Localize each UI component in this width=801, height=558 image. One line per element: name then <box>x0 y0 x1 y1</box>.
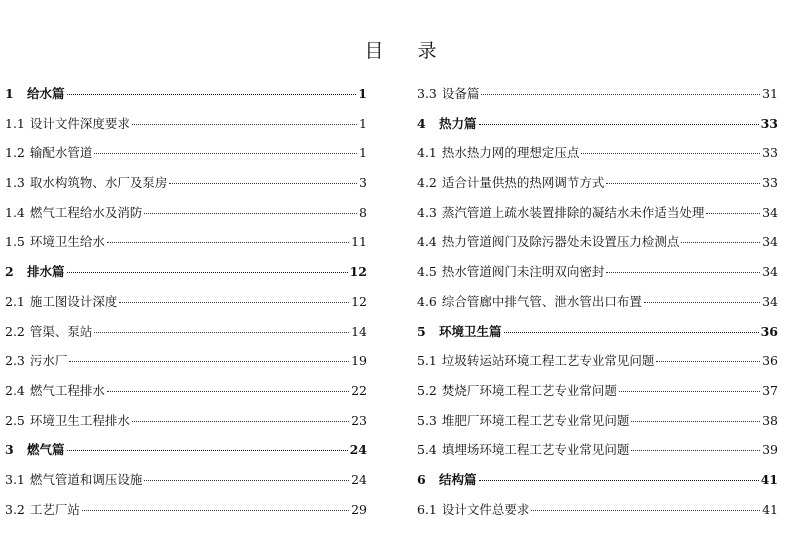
toc-entry[interactable] <box>417 143 778 173</box>
toc-entry[interactable] <box>5 322 367 352</box>
toc-entry-page: 34 <box>762 234 778 250</box>
dot-leader <box>631 450 760 451</box>
toc-entry-title: 综合管廊中排气管、泄水管出口布置 <box>441 293 642 309</box>
toc-entry[interactable] <box>417 84 778 114</box>
toc-entry[interactable] <box>5 500 367 530</box>
toc-entry-page: 34 <box>762 204 778 220</box>
toc-entry-title: 工艺厂站 <box>29 501 80 517</box>
toc-entry-number: 3 <box>5 442 14 458</box>
toc-entry-title: 堆肥厂环境工程工艺专业常见问题 <box>441 412 630 428</box>
dot-leader <box>119 302 349 303</box>
toc-entry[interactable] <box>5 114 367 144</box>
toc-entry-title: 污水厂 <box>29 353 68 369</box>
toc-entry-title: 管渠、泵站 <box>29 323 93 339</box>
toc-entry-page: 1 <box>359 115 367 131</box>
toc-entry-page: 34 <box>762 264 778 280</box>
dot-leader <box>94 332 349 333</box>
dot-leader <box>144 213 357 214</box>
toc-entry-title: 热力管道阀门及除污器处未设置压力检测点 <box>441 234 680 250</box>
dot-leader <box>619 391 760 392</box>
dot-leader <box>169 183 357 184</box>
toc-entry-number: 2.1 <box>5 293 25 309</box>
toc-entry-page: 22 <box>351 382 367 398</box>
toc-entry[interactable] <box>417 173 778 203</box>
toc-entry[interactable] <box>5 173 367 203</box>
toc-entry-number: 4.1 <box>417 145 437 161</box>
toc-entry-title: 给水篇 <box>27 86 65 101</box>
toc-entry-page: 23 <box>351 412 367 428</box>
toc-entry-title: 排水篇 <box>27 264 65 280</box>
toc-entry-page: 33 <box>762 175 778 191</box>
toc-entry-number: 1.2 <box>5 145 25 161</box>
toc-entry-title: 热水热力网的理想定压点 <box>441 145 580 161</box>
toc-entry-title: 环境卫生篇 <box>439 323 502 339</box>
toc-entry-page: 1 <box>359 145 367 161</box>
toc-entry-page: 1 <box>358 86 367 101</box>
dot-leader <box>606 183 760 184</box>
toc-entry-number: 1.3 <box>5 175 25 191</box>
toc-entry-page: 33 <box>760 115 778 131</box>
toc-entry-number: 1.5 <box>5 234 25 250</box>
toc-right-column <box>417 84 778 529</box>
toc-entry-title: 垃圾转运站环境工程工艺专业常见问题 <box>441 353 655 369</box>
toc-entry-number: 5.1 <box>417 353 437 369</box>
dot-leader <box>531 510 760 511</box>
toc-entry-page: 3 <box>359 175 367 191</box>
toc-entry-title: 环境卫生给水 <box>29 234 105 250</box>
dot-leader <box>481 94 760 95</box>
toc-entry-title: 设备篇 <box>441 86 480 101</box>
dot-leader <box>67 450 348 451</box>
toc-entry[interactable] <box>417 381 778 411</box>
toc-entry[interactable] <box>5 232 367 262</box>
dot-leader <box>479 480 759 481</box>
toc-section-entry[interactable] <box>5 84 367 114</box>
toc-entry-number: 5 <box>417 323 426 339</box>
toc-entry-number: 4.2 <box>417 175 437 191</box>
toc-entry[interactable] <box>417 351 778 381</box>
toc-entry-number: 5.3 <box>417 412 437 428</box>
toc-entry-page: 34 <box>762 293 778 309</box>
toc-entry-title: 蒸汽管道上疏水装置排除的凝结水未作适当处理 <box>441 204 705 220</box>
dot-leader <box>132 421 349 422</box>
toc-entry-number: 2.3 <box>5 353 25 369</box>
toc-entry-title: 适合计量供热的热网调节方式 <box>441 175 605 191</box>
toc-entry-page: 31 <box>762 86 778 101</box>
toc-entry[interactable] <box>417 203 778 233</box>
toc-entry-number: 5.2 <box>417 382 437 398</box>
toc-section-entry[interactable] <box>5 440 367 470</box>
toc-entry-number: 1.1 <box>5 115 25 131</box>
toc-entry-page: 36 <box>760 323 778 339</box>
dot-leader <box>69 361 349 362</box>
toc-entry-page: 39 <box>762 442 778 458</box>
dot-leader <box>94 153 357 154</box>
toc-entry-page: 24 <box>349 442 367 458</box>
toc-entry-number: 3.2 <box>5 501 25 517</box>
toc-entry[interactable] <box>5 203 367 233</box>
toc-entry-number: 4.5 <box>417 264 437 280</box>
dot-leader <box>107 242 349 243</box>
dot-leader <box>132 124 357 125</box>
toc-section-entry[interactable] <box>417 114 778 144</box>
toc-entry-title: 燃气工程排水 <box>29 382 105 398</box>
toc-entry-title: 填埋场环境工程工艺专业常见问题 <box>441 442 630 458</box>
toc-entry-number: 5.4 <box>417 442 437 458</box>
dot-leader <box>656 361 760 362</box>
toc-entry[interactable] <box>417 262 778 292</box>
toc-entry-page: 36 <box>762 353 778 369</box>
toc-entry-number: 4.3 <box>417 204 437 220</box>
toc-entry-number: 4.6 <box>417 293 437 309</box>
toc-entry-page: 24 <box>351 471 367 487</box>
page-title: 目 录 <box>364 40 451 62</box>
toc-entry-page: 12 <box>349 264 367 280</box>
dot-leader <box>644 302 760 303</box>
toc-entry-number: 4.4 <box>417 234 437 250</box>
toc-entry-page: 33 <box>762 145 778 161</box>
toc-entry-title: 热水管道阀门未注明双向密封 <box>441 264 605 280</box>
toc-entry-page: 41 <box>760 471 778 487</box>
toc-entry[interactable] <box>417 411 778 441</box>
toc-entry-page: 11 <box>351 234 367 250</box>
toc-section-entry[interactable] <box>417 470 778 500</box>
dot-leader <box>631 421 760 422</box>
dot-leader <box>82 510 349 511</box>
toc-entry-number: 2.5 <box>5 412 25 428</box>
toc-entry-number: 2 <box>5 264 14 280</box>
dot-leader <box>504 332 759 333</box>
toc-entry-title: 焚烧厂环境工程工艺专业常问题 <box>441 382 617 398</box>
toc-entry-title: 热力篇 <box>439 115 477 131</box>
toc-entry[interactable] <box>5 381 367 411</box>
toc-entry-number: 2.4 <box>5 382 25 398</box>
toc-entry[interactable] <box>5 351 367 381</box>
toc-entry-page: 19 <box>351 353 367 369</box>
toc-entry-title: 输配水管道 <box>29 145 93 161</box>
toc-entry-title: 燃气篇 <box>27 442 65 458</box>
toc-entry-page: 38 <box>762 412 778 428</box>
dot-leader <box>706 213 760 214</box>
dot-leader <box>606 272 760 273</box>
toc-entry[interactable] <box>417 292 778 322</box>
toc-entry-title: 取水构筑物、水厂及泵房 <box>29 175 168 191</box>
toc-entry-page: 12 <box>351 293 367 309</box>
toc-entry-title: 燃气工程给水及消防 <box>29 204 143 220</box>
toc-entry-number: 6 <box>417 471 426 487</box>
dot-leader <box>67 94 357 95</box>
toc-entry-number: 2.2 <box>5 323 25 339</box>
toc-entry-title: 结构篇 <box>439 471 477 487</box>
toc-left-column <box>5 84 367 529</box>
toc-entry-number: 4 <box>417 115 426 131</box>
toc-entry-number: 1 <box>5 86 14 101</box>
dot-leader <box>107 391 349 392</box>
toc-entry-page: 14 <box>351 323 367 339</box>
dot-leader <box>144 480 349 481</box>
toc-section-entry[interactable] <box>417 322 778 352</box>
dot-leader <box>479 124 759 125</box>
toc-entry[interactable] <box>417 440 778 470</box>
toc-entry-title: 施工图设计深度 <box>29 293 118 309</box>
toc-entry[interactable] <box>5 470 367 500</box>
toc-entry[interactable] <box>5 292 367 322</box>
toc-entry-number: 1.4 <box>5 204 25 220</box>
toc-entry-page: 37 <box>762 382 778 398</box>
toc-entry[interactable] <box>417 500 778 530</box>
toc-section-entry[interactable] <box>5 262 367 292</box>
toc-entry-title: 设计文件总要求 <box>441 501 530 517</box>
toc-entry-number: 3.3 <box>417 86 437 101</box>
toc-entry-title: 燃气管道和调压设施 <box>29 471 143 487</box>
toc-entry-number: 6.1 <box>417 501 437 517</box>
dot-leader <box>67 272 348 273</box>
toc-entry[interactable] <box>417 232 778 262</box>
dot-leader <box>681 242 760 243</box>
toc-entry-title: 环境卫生工程排水 <box>29 412 130 428</box>
toc-entry[interactable] <box>5 411 367 441</box>
dot-leader <box>581 153 760 154</box>
toc-entry-page: 8 <box>359 204 367 220</box>
toc-entry[interactable] <box>5 143 367 173</box>
toc-entry-page: 29 <box>351 501 367 517</box>
toc-entry-page: 41 <box>762 501 778 517</box>
toc-entry-number: 3.1 <box>5 471 25 487</box>
toc-entry-title: 设计文件深度要求 <box>29 115 130 131</box>
